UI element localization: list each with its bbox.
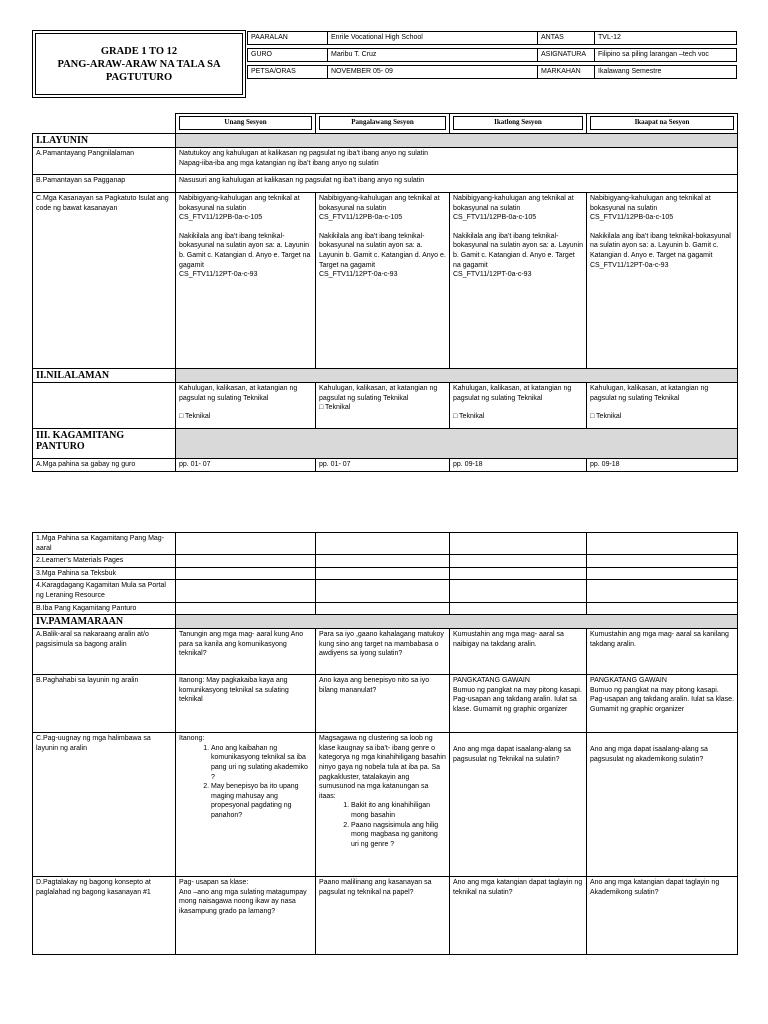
pag-uugnay-cell-4: Ano ang mga dapat isaalang-alang sa pagsusulat ng akademikong sulatin? — [587, 733, 738, 877]
gabay-guro-value-1: pp. 01- 07 — [176, 459, 316, 472]
kasanayan-code: CS_FTV11/12PB-0a-c-105 — [319, 214, 403, 222]
kasanayan-cell-1 — [176, 193, 316, 369]
gabay-guro-value-2: pp. 01- 07 — [316, 459, 450, 472]
itanong-list — [179, 744, 312, 821]
gabay-guro-row — [33, 459, 738, 472]
itanong-heading: Itanong: — [179, 735, 205, 743]
antas-value: TVL-12 — [595, 32, 737, 45]
session-header-4: Ikaapat na Sesyon — [587, 114, 738, 134]
balik-aral-cell-3: Kumustahin ang mga mag- aaral sa naibigay na takdang aralin. — [450, 629, 587, 675]
paghahabi-cell-3 — [450, 675, 587, 733]
balik-aral-row — [33, 629, 738, 675]
meta-row-petsa — [248, 66, 737, 79]
lesson-plan-table-page-1 — [32, 113, 738, 472]
kasanayan-code: CS_FTV11/12PT-0a-c-93 — [590, 261, 669, 269]
pagtalakay-cell-2: Paano malilinang ang kasanayan sa pagsulat ng teknikal na papel? — [316, 877, 450, 955]
pamantayan-pagganap-label: B.Pamantayan sa Pagganap — [33, 175, 176, 193]
kagamitan-label: 3.Mga Pahina sa Teksbuk — [33, 567, 176, 580]
kagamitan-row-2 — [33, 555, 738, 568]
clustering-list — [319, 801, 446, 849]
paghahabi-cell-4 — [587, 675, 738, 733]
clustering-text: Magsagawa ng clustering sa loob ng klase kaugnay sa iba’t- ibang genre o kategorya ng mga kinahihiligang basahin ninyo gaya ng nobela tula at iba pa. Sa pagkakluster, tatalakayin ang sumusunod na mga katanungan sa itaas: — [319, 735, 446, 800]
nilalaman-section-row — [33, 369, 738, 383]
list-item: 2. Paano nagsisimula ang hilig mong magbasa ng ganitong uri ng genre ? — [351, 821, 446, 850]
nilalaman-row — [33, 383, 738, 429]
layunin-section-row — [33, 134, 738, 148]
petsa-label: PETSA/ORAS — [248, 66, 328, 79]
pagtalakay-cell-3: Ano ang mga katangian dapat taglayin ng teknikal na sulatin? — [450, 877, 587, 955]
nilalaman-text: Kahulugan, kalikasan, at katangian ng pagsulat ng sulating Teknikal — [319, 385, 438, 402]
nilalaman-bullet: □ Teknikal — [179, 413, 211, 421]
lesson-plan-table-page-2 — [32, 532, 738, 955]
gawain-text: Bumuo ng pangkat na may pitong kasapi. Pag-usapan ang takdang aralin. Iulat sa klase. Gumamit ng graphic organizer — [590, 686, 734, 713]
gabay-guro-value-3: pp. 09-18 — [450, 459, 587, 472]
kagamitan-row-3 — [33, 567, 738, 580]
gawain-text: Bumuo ng pangkat na may pitong kasapi. Pag-usapan ang takdang aralin. Iulat sa klase. Gumamit ng graphic organizer — [453, 686, 582, 713]
pag-uugnay-cell-2 — [316, 733, 450, 877]
paghahabi-label: B.Paghahabi sa layunin ng aralin — [33, 675, 176, 733]
pamantayang-pangnilalaman-value — [176, 148, 738, 175]
gawain-heading: PANGKATANG GAWAIN — [453, 677, 530, 685]
title-line-1: GRADE 1 TO 12 — [100, 45, 178, 57]
pag-uugnay-cell-1 — [176, 733, 316, 877]
nilalaman-bullet: □ Teknikal — [453, 413, 485, 421]
meta-row-guro — [248, 49, 737, 62]
kagamitan-row-5 — [33, 602, 738, 615]
kasanayan-code: CS_FTV11/12PB-0a-c-105 — [179, 214, 263, 222]
gawain-heading: PANGKATANG GAWAIN — [590, 677, 667, 685]
antas-label: ANTAS — [538, 32, 595, 45]
kagamitan-label: B.Iba Pang Kagamitang Panturo — [33, 602, 176, 615]
nilalaman-cell-3 — [450, 383, 587, 429]
layunin-title: I.LAYUNIN — [33, 134, 176, 148]
kasanayan-cell-3 — [450, 193, 587, 369]
kasanayan-text: Nakikilala ang iba’t ibang teknikal-bokasyunal na sulatin ayon sa: a. Layunin b. Gamit c. Katangian d. Anyo e. Target na gagamit — [319, 232, 446, 269]
kagamitan-row-1 — [33, 533, 738, 555]
list-item: 1. Ano ang kaibahan ng komunikasyong teknikal sa iba pang uri ng sulating akademiko ? — [211, 744, 312, 782]
paaralan-label: PAARALAN — [248, 32, 328, 45]
pamantayan-pagganap-value: Nasusuri ang kahulugan at kalikasan ng pagsulat ng iba’t ibang anyo ng sulatin — [176, 175, 738, 193]
title-line-3: PAGTUTURO — [105, 71, 173, 83]
balik-aral-cell-1: Tanungin ang mga mag- aaral kung Ano para sa kanila ang komunikasyong teknikal? — [176, 629, 316, 675]
pamamaraan-title: IV.PAMAMARAAN — [33, 615, 176, 629]
list-item: 1. Bakit ito ang kinahihiligan mong basahin — [351, 801, 446, 820]
paghahabi-cell-1: Itanong: May pagkakaiba kaya ang komunikasyong teknikal sa sulating teknikal — [176, 675, 316, 733]
kagamitan-title: III. KAGAMITANG PANTURO — [33, 429, 176, 459]
markahan-value: Ikalawang Semestre — [595, 66, 737, 79]
kagamitan-label: 2.Learner’s Materials Pages — [33, 555, 176, 568]
pagtalakay-cell-4: Ano ang mga katangian dapat taglayin ng Akademikong sulatin? — [587, 877, 738, 955]
kasanayan-text: Nakikilala ang iba’t ibang teknikal-bokasyunal na sulatin ayon sa: a. Layunin b. Gamit c. Katangian d. Anyo e. Target na gagamit — [453, 232, 583, 269]
nilalaman-text: Kahulugan, kalikasan, at katangian ng pagsulat ng sulating Teknikal — [590, 385, 709, 402]
petsa-value: NOVEMBER 05- 09 — [328, 66, 538, 79]
pag-uugnay-cell-3: Ano ang mga dapat isaalang-alang sa pagsusulat ng Teknikal na sulatin? — [450, 733, 587, 877]
kasanayan-text: Nabibigyang-kahulugan ang teknikal at bokasyunal na sulatin — [453, 195, 574, 212]
pag-uugnay-label: C.Pag-uugnay ng mga halimbawa sa layunin ng aralin — [33, 733, 176, 877]
kagamitan-label: 1.Mga Pahina sa Kagamitang Pang Mag-aaral — [33, 533, 176, 555]
paghahabi-cell-2: Ano kaya ang benepisyo nito sa iyo bilang mananulat? — [316, 675, 450, 733]
kasanayan-label: C.Mga Kasanayan sa Pagkatuto Isulat ang code ng bawat kasanayan — [33, 193, 176, 369]
meta-row-paaralan — [248, 32, 737, 45]
pagtalakay-text: Pag- usapan sa klase: — [179, 879, 249, 887]
pagtalakay-row — [33, 877, 738, 955]
paaralan-value: Enrile Vocational High School — [328, 32, 538, 45]
kasanayan-row — [33, 193, 738, 369]
kasanayan-text: Nabibigyang-kahulugan ang teknikal at bokasyunal na sulatin — [179, 195, 300, 212]
document-title — [35, 33, 243, 95]
kasanayan-code: CS_FTV11/12PT-0a-c-93 — [179, 271, 258, 279]
kagamitan-row-4 — [33, 580, 738, 602]
kasanayan-text: Nakikilala ang iba’t ibang teknikal-bokasyunal na sulatin ayon sa: a. Layunin b. Gamit c. Katangian d. Anyo e. Target na gagamit — [179, 232, 311, 269]
pangnilalaman-line-2: Napag-iiba-iba ang mga katangian ng iba’t ibang anyo ng sulatin — [179, 159, 379, 167]
pamamaraan-section-row — [33, 615, 738, 629]
session-header-3: Ikatlong Sesyon — [450, 114, 587, 134]
markahan-label: MARKAHAN — [538, 66, 595, 79]
kasanayan-code: CS_FTV11/12PT-0a-c-93 — [319, 271, 398, 279]
kasanayan-code: CS_FTV11/12PT-0a-c-93 — [453, 271, 532, 279]
pagtalakay-label: D.Pagtalakay ng bagong konsepto at paglalahad ng bagong kasanayan #1 — [33, 877, 176, 955]
session-header-1: Unang Sesyon — [176, 114, 316, 134]
pag-uugnay-row — [33, 733, 738, 877]
kasanayan-text: Nakikilala ang iba’t ibang teknikal-bokasyunal na sulatin ayon sa: a. Layunin b. Gamit c. Katangian d. Anyo e. Target na gagamit — [590, 232, 731, 259]
pagtalakay-cell-1 — [176, 877, 316, 955]
asignatura-label: ASIGNATURA — [538, 49, 595, 62]
kasanayan-text: Nabibigyang-kahulugan ang teknikal at bokasyunal na sulatin — [590, 195, 711, 212]
kasanayan-code: CS_FTV11/12PB-0a-c-105 — [590, 214, 674, 222]
sessions-header-row — [33, 114, 738, 134]
nilalaman-text: Kahulugan, kalikasan, at katangian ng pagsulat ng sulating Teknikal — [179, 385, 298, 402]
kasanayan-code: CS_FTV11/12PB-0a-c-105 — [453, 214, 537, 222]
pamantayang-pangnilalaman-label: A.Pamantayang Pangnilalaman — [33, 148, 176, 175]
gabay-guro-label: A.Mga pahina sa gabay ng guro — [33, 459, 176, 472]
gabay-guro-value-4: pp. 09-18 — [587, 459, 738, 472]
nilalaman-bullet: □ Teknikal — [590, 413, 622, 421]
guro-label: GURO — [248, 49, 328, 62]
kagamitan-section-row — [33, 429, 738, 459]
kasanayan-cell-2 — [316, 193, 450, 369]
pagtalakay-text: Ano –ano ang mga sulating matagumpay mong naisagawa noong ikaw ay nasa ikasampung grado pa lamang? — [179, 888, 307, 915]
kagamitan-label: 4.Karagdagang Kagamitan Mula sa Portal ng Leraning Resource — [33, 580, 176, 602]
pamantayan-pagganap-row — [33, 175, 738, 193]
kasanayan-text: Nabibigyang-kahulugan ang teknikal at bokasyunal na sulatin — [319, 195, 440, 212]
nilalaman-cell-2 — [316, 383, 450, 429]
nilalaman-title: II.NILALAMAN — [33, 369, 176, 383]
document-title-box — [32, 30, 246, 98]
balik-aral-cell-2: Para sa iyo ,gaano kahalagang matukoy kung sino ang target na mambabasa o awdiyens sa iyong sulatin? — [316, 629, 450, 675]
paghahabi-row — [33, 675, 738, 733]
header-meta-table — [247, 31, 737, 79]
list-item: 2. May benepisyo ba ito upang maging mahusay ang propesyonal pagdating ng panahon? — [211, 782, 312, 820]
asignatura-value: Filipino sa piling larangan –tech voc — [595, 49, 737, 62]
nilalaman-cell-4 — [587, 383, 738, 429]
nilalaman-text: Kahulugan, kalikasan, at katangian ng pagsulat ng sulating Teknikal — [453, 385, 572, 402]
pangnilalaman-line-1: Natutukoy ang kahulugan at kalikasan ng pagsulat ng iba’t ibang anyo ng sulatin — [179, 150, 429, 157]
pamantayang-pangnilalaman-row — [33, 148, 738, 175]
title-line-2: PANG-ARAW-ARAW NA TALA SA — [57, 58, 221, 70]
balik-aral-cell-4: Kumustahin ang mga mag- aaral sa kanilang takdang aralin. — [587, 629, 738, 675]
balik-aral-label: A.Balik-aral sa nakaraang aralin at/o pagsisimula sa bagong aralin — [33, 629, 176, 675]
guro-value: Maribu T. Cruz — [328, 49, 538, 62]
session-header-2: Pangalawang Sesyon — [316, 114, 450, 134]
nilalaman-cell-1 — [176, 383, 316, 429]
kasanayan-cell-4 — [587, 193, 738, 369]
nilalaman-bullet: □ Teknikal — [319, 404, 351, 412]
